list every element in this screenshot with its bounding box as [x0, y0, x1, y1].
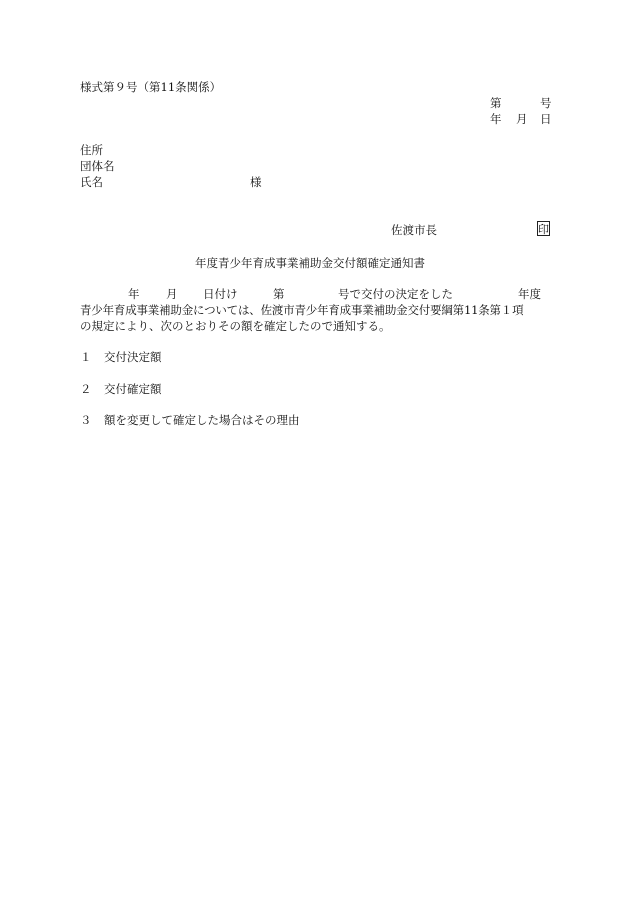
body-line-2: 青少年育成事業補助金については、佐渡市青少年育成事業補助金交付要綱第11条第１項	[80, 303, 524, 317]
item-1-label: 交付決定額	[104, 350, 162, 364]
date-year: 年	[490, 112, 502, 126]
item-2-number: ２	[80, 382, 92, 396]
item-3-label: 額を変更して確定した場合はその理由	[104, 413, 300, 427]
official-seal-box: 印	[538, 223, 549, 236]
recipient-address: 住所	[80, 143, 103, 157]
document-number-suffix: 号	[540, 96, 552, 110]
body-year: 年	[128, 287, 140, 301]
body-number-prefix: 第	[273, 287, 285, 301]
item-3-number: ３	[80, 413, 92, 427]
item-1-number: １	[80, 350, 92, 364]
body-month: 月	[166, 287, 178, 301]
recipient-name: 氏名	[80, 175, 103, 189]
body-fiscal-year: 年度	[518, 287, 541, 301]
document-title: 年度青少年育成事業補助金交付額確定通知書	[195, 256, 425, 270]
body-line-3: の規定により、次のとおりその額を確定したので通知する。	[80, 319, 391, 333]
date-month: 月	[516, 112, 528, 126]
item-2-label: 交付確定額	[104, 382, 162, 396]
form-label: 様式第９号（第11条関係）	[80, 80, 222, 94]
recipient-organization: 団体名	[80, 159, 115, 173]
document-number-prefix: 第	[490, 96, 502, 110]
recipient-honorific: 様	[250, 175, 262, 189]
body-number-suffix: 号で交付の決定をした	[338, 287, 453, 301]
date-day: 日	[540, 112, 552, 126]
issuer-title: 佐渡市長	[391, 223, 437, 237]
body-dated: 日付け	[203, 287, 238, 301]
